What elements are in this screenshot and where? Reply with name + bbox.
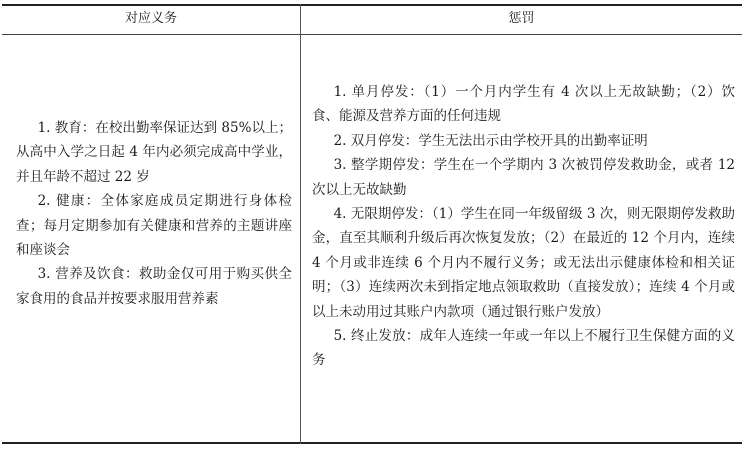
obligation-item: 3. 营养及饮食：救助金仅可用于购买供全家食用的食品并按要求服用营养素 — [16, 266, 292, 307]
obligation-item: 1. 教育：在校出勤率保证达到 85%以上；从高中入学之日起 4 年内必须完成高中学业，并且年龄不超过 22 岁 — [16, 120, 292, 185]
column-divider — [300, 4, 301, 444]
table-bottom-rule — [2, 442, 742, 444]
penalty-item: 2. 双月停发：学生无法出示由学校开具的出勤率证明 — [333, 132, 648, 149]
obligations-cell — [16, 116, 292, 311]
header-penalties: 惩罚 — [508, 11, 535, 26]
penalty-item: 4. 无限期停发：（1）学生在同一年级留级 3 次，则无限期停发救助金，直至其顺利升级后再次恢复发放；（2）在最近的 12 个月内，连续 4 个月或非连续 6 个月内不履行义务；或无法出示健康体检和相关证明；（3）连续两次未到指定地点领取救助（直接发放）；连续 4 个月或以上未动用过其账户内款项（通过银行账户发放） — [312, 206, 735, 320]
penalties-cell — [312, 80, 735, 373]
table-header-rule — [2, 34, 742, 35]
penalty-item: 1. 单月停发：（1）一个月内学生有 4 次以上无故缺勤；（2）饮食、能源及营养方面的任何违规 — [312, 84, 735, 125]
obligation-item: 2. 健康：全体家庭成员定期进行身体检查；每月定期参加有关健康和营养的主题讲座和座谈会 — [16, 193, 292, 259]
policy-table — [2, 4, 742, 444]
penalty-item: 5. 终止发放：成年人连续一年或一年以上不履行卫生保健方面的义务 — [312, 328, 735, 369]
header-obligations: 对应义务 — [124, 11, 177, 26]
penalty-item: 3. 整学期停发：学生在一个学期内 3 次被罚停发救助金，或者 12 次以上无故缺勤 — [312, 157, 735, 198]
